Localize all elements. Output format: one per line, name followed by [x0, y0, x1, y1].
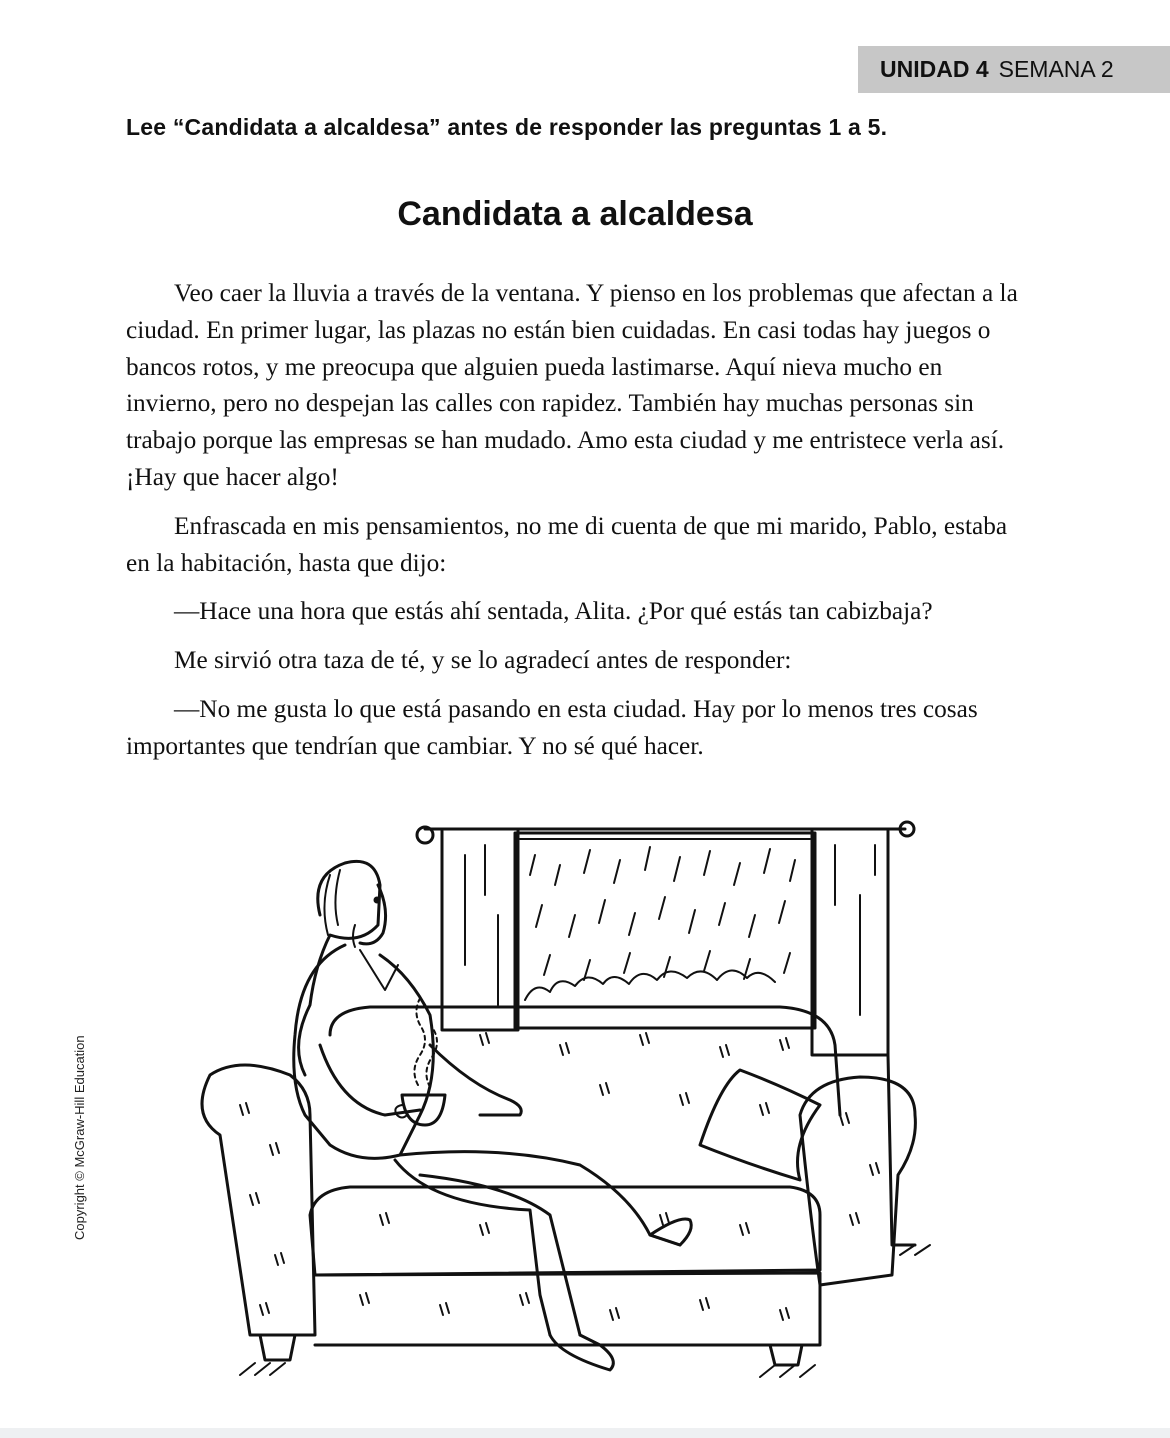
story-title: Candidata a alcaldesa — [397, 195, 753, 233]
story-body — [126, 275, 1036, 777]
unit-label: UNIDAD 4 — [880, 56, 989, 82]
story-paragraph: Me sirvió otra taza de té, y se lo agradecí antes de responder: — [174, 646, 792, 675]
page-bottom-edge — [0, 1428, 1170, 1438]
tea-cup-icon — [395, 995, 445, 1125]
woman-on-couch-illustration — [180, 815, 950, 1395]
week-label: SEMANA 2 — [998, 56, 1114, 82]
instruction-text: Lee “Candidata a alcaldesa” antes de responder las preguntas 1 a 5. — [126, 114, 888, 140]
window-icon — [515, 833, 815, 1028]
couch-icon — [202, 1007, 930, 1377]
woman-icon — [294, 861, 692, 1370]
copyright-notice: Copyright © McGraw-Hill Education — [72, 1035, 87, 1240]
story-paragraph: Veo caer la lluvia a través de la ventana. Y pienso en los problemas que afectan a la ciudad. En primer lugar, las plazas no están bien cuidadas. En casi todas hay juegos o bancos rotos, y me preocupa que alguien pueda lastimarse. Aquí nieva mucho en invierno, pero no despejan las calles con rapidez. También hay muchas personas sin trabajo porque las empresas se han mudado. Amo esta ciudad y me entristece verla así. ¡Hay que hacer algo! — [126, 279, 1018, 491]
curtain-left-icon — [442, 831, 518, 1030]
unit-week-tab — [858, 46, 1170, 93]
story-paragraph: —Hace una hora que estás ahí sentada, Alita. ¿Por qué estás tan cabizbaja? — [174, 597, 933, 626]
story-paragraph: —No me gusta lo que está pasando en esta ciudad. Hay por lo menos tres cosas importantes que tendrían que cambiar. Y no sé qué hacer. — [126, 694, 978, 760]
curtain-right-icon — [812, 831, 915, 1245]
story-paragraph: Enfrascada en mis pensamientos, no me di cuenta de que mi marido, Pablo, estaba en la habitación, hasta que dijo: — [126, 511, 1008, 577]
